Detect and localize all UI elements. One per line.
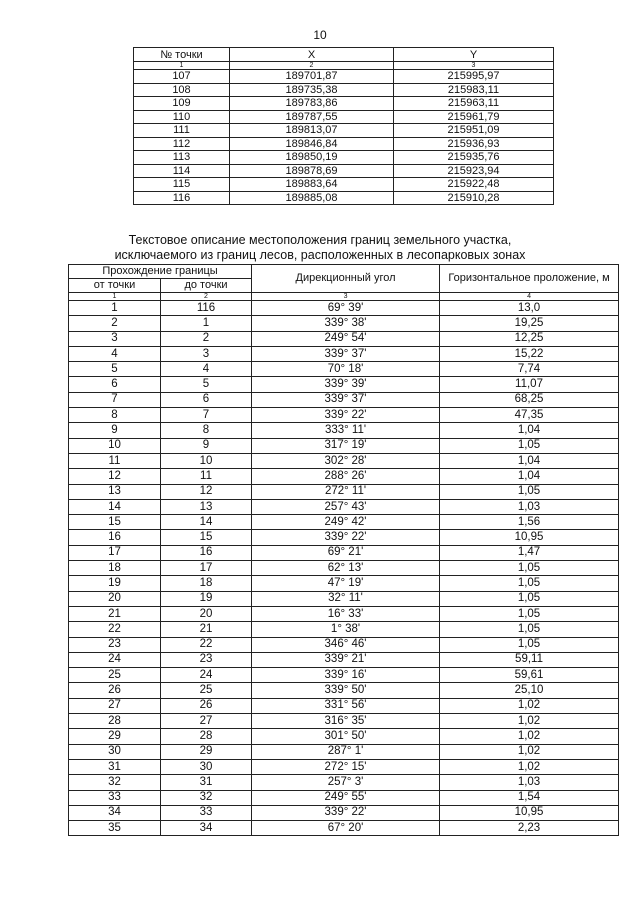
point-number-cell: 114	[134, 164, 230, 178]
boundary-description-table	[68, 264, 619, 836]
page-number: 10	[313, 28, 327, 42]
table-row	[134, 97, 554, 111]
distance-cell: 47,35	[440, 408, 619, 423]
to-point-cell: 7	[161, 408, 252, 423]
y-coordinate-cell: 215935,76	[394, 151, 554, 165]
from-point-cell: 28	[69, 714, 161, 729]
direction-angle-cell: 257° 43'	[252, 499, 440, 514]
direction-angle-cell: 47° 19'	[252, 576, 440, 591]
header-direction-angle: Дирекционный угол	[252, 265, 440, 293]
distance-cell: 1,04	[440, 453, 619, 468]
header-to-point: до точки	[161, 279, 252, 293]
table-row	[134, 110, 554, 124]
distance-cell: 19,25	[440, 316, 619, 331]
from-point-cell: 11	[69, 453, 161, 468]
x-coordinate-cell: 189878,69	[230, 164, 394, 178]
from-point-cell: 6	[69, 377, 161, 392]
coordinates-column-numbers-row	[134, 62, 554, 70]
to-point-cell: 24	[161, 668, 252, 683]
point-number-cell: 112	[134, 137, 230, 151]
distance-cell: 1,05	[440, 484, 619, 499]
distance-cell: 1,47	[440, 545, 619, 560]
from-point-cell: 3	[69, 331, 161, 346]
direction-angle-cell: 333° 11'	[252, 423, 440, 438]
from-point-cell: 35	[69, 821, 161, 836]
direction-angle-cell: 339° 22'	[252, 530, 440, 545]
direction-angle-cell: 70° 18'	[252, 362, 440, 377]
from-point-cell: 10	[69, 438, 161, 453]
from-point-cell: 31	[69, 759, 161, 774]
direction-angle-cell: 301° 50'	[252, 729, 440, 744]
y-coordinate-cell: 215910,28	[394, 191, 554, 205]
table-row	[134, 137, 554, 151]
direction-angle-cell: 339° 50'	[252, 683, 440, 698]
to-point-cell: 23	[161, 652, 252, 667]
y-coordinate-cell: 215995,97	[394, 70, 554, 84]
direction-angle-cell: 346° 46'	[252, 637, 440, 652]
header-horizontal-distance: Горизонтальное проложение, м	[440, 265, 619, 293]
point-number-cell: 108	[134, 83, 230, 97]
distance-cell: 1,05	[440, 606, 619, 621]
from-point-cell: 34	[69, 805, 161, 820]
from-point-cell: 17	[69, 545, 161, 560]
from-point-cell: 15	[69, 515, 161, 530]
distance-cell: 1,05	[440, 637, 619, 652]
point-number-cell: 115	[134, 178, 230, 192]
x-coordinate-cell: 189883,64	[230, 178, 394, 192]
from-point-cell: 8	[69, 408, 161, 423]
to-point-cell: 9	[161, 438, 252, 453]
direction-angle-cell: 249° 54'	[252, 331, 440, 346]
distance-cell: 1,02	[440, 698, 619, 713]
to-point-cell: 14	[161, 515, 252, 530]
from-point-cell: 21	[69, 606, 161, 621]
header-boundary-passage: Прохождение границы	[69, 265, 252, 279]
boundary-table-body	[69, 265, 619, 836]
table-row	[69, 346, 619, 361]
direction-angle-cell: 16° 33'	[252, 606, 440, 621]
direction-angle-cell: 339° 39'	[252, 377, 440, 392]
direction-angle-cell: 339° 22'	[252, 805, 440, 820]
header-from-point: от точки	[69, 279, 161, 293]
to-point-cell: 21	[161, 622, 252, 637]
table-row	[69, 744, 619, 759]
table-row	[134, 178, 554, 192]
to-point-cell: 13	[161, 499, 252, 514]
x-coordinate-cell: 189813,07	[230, 124, 394, 138]
column-number: 2	[230, 62, 394, 70]
to-point-cell: 12	[161, 484, 252, 499]
distance-cell: 68,25	[440, 392, 619, 407]
from-point-cell: 12	[69, 469, 161, 484]
to-point-cell: 25	[161, 683, 252, 698]
from-point-cell: 24	[69, 652, 161, 667]
y-coordinate-cell: 215922,48	[394, 178, 554, 192]
distance-cell: 7,74	[440, 362, 619, 377]
direction-angle-cell: 287° 1'	[252, 744, 440, 759]
table-row	[134, 83, 554, 97]
point-number-cell: 111	[134, 124, 230, 138]
table-row	[69, 408, 619, 423]
direction-angle-cell: 32° 11'	[252, 591, 440, 606]
header-point-number: № точки	[134, 48, 230, 62]
from-point-cell: 20	[69, 591, 161, 606]
column-number: 3	[394, 62, 554, 70]
to-point-cell: 22	[161, 637, 252, 652]
to-point-cell: 11	[161, 469, 252, 484]
to-point-cell: 6	[161, 392, 252, 407]
table-row	[69, 484, 619, 499]
y-coordinate-cell: 215936,93	[394, 137, 554, 151]
coordinates-header-row	[134, 48, 554, 62]
to-point-cell: 3	[161, 346, 252, 361]
from-point-cell: 16	[69, 530, 161, 545]
header-y: Y	[394, 48, 554, 62]
distance-cell: 1,05	[440, 438, 619, 453]
to-point-cell: 15	[161, 530, 252, 545]
x-coordinate-cell: 189735,38	[230, 83, 394, 97]
table-row	[69, 545, 619, 560]
distance-cell: 1,02	[440, 714, 619, 729]
direction-angle-cell: 339° 16'	[252, 668, 440, 683]
from-point-cell: 22	[69, 622, 161, 637]
direction-angle-cell: 67° 20'	[252, 821, 440, 836]
to-point-cell: 1	[161, 316, 252, 331]
column-number: 2	[161, 293, 252, 301]
y-coordinate-cell: 215923,94	[394, 164, 554, 178]
direction-angle-cell: 272° 11'	[252, 484, 440, 499]
x-coordinate-cell: 189850,19	[230, 151, 394, 165]
column-number: 4	[440, 293, 619, 301]
to-point-cell: 30	[161, 759, 252, 774]
table-row	[69, 606, 619, 621]
from-point-cell: 2	[69, 316, 161, 331]
from-point-cell: 9	[69, 423, 161, 438]
table-row	[69, 729, 619, 744]
y-coordinate-cell: 215963,11	[394, 97, 554, 111]
from-point-cell: 25	[69, 668, 161, 683]
boundary-header-row	[69, 265, 619, 279]
to-point-cell: 18	[161, 576, 252, 591]
y-coordinate-cell: 215951,09	[394, 124, 554, 138]
table-row	[69, 637, 619, 652]
x-coordinate-cell: 189885,08	[230, 191, 394, 205]
direction-angle-cell: 249° 42'	[252, 515, 440, 530]
x-coordinate-cell: 189701,87	[230, 70, 394, 84]
to-point-cell: 8	[161, 423, 252, 438]
table-row	[69, 805, 619, 820]
distance-cell: 1,04	[440, 469, 619, 484]
x-coordinate-cell: 189846,84	[230, 137, 394, 151]
table-row	[69, 775, 619, 790]
distance-cell: 1,05	[440, 622, 619, 637]
to-point-cell: 32	[161, 790, 252, 805]
x-coordinate-cell: 189787,55	[230, 110, 394, 124]
distance-cell: 1,05	[440, 591, 619, 606]
to-point-cell: 33	[161, 805, 252, 820]
to-point-cell: 34	[161, 821, 252, 836]
table-row	[69, 790, 619, 805]
from-point-cell: 23	[69, 637, 161, 652]
direction-angle-cell: 288° 26'	[252, 469, 440, 484]
table-row	[69, 821, 619, 836]
table-row	[134, 191, 554, 205]
distance-cell: 1,03	[440, 499, 619, 514]
to-point-cell: 28	[161, 729, 252, 744]
column-number: 3	[252, 293, 440, 301]
to-point-cell: 20	[161, 606, 252, 621]
distance-cell: 1,03	[440, 775, 619, 790]
coordinates-table	[133, 47, 554, 205]
table-row	[69, 652, 619, 667]
column-number: 1	[134, 62, 230, 70]
direction-angle-cell: 302° 28'	[252, 453, 440, 468]
table-row	[69, 530, 619, 545]
to-point-cell: 19	[161, 591, 252, 606]
column-number: 1	[69, 293, 161, 301]
point-number-cell: 113	[134, 151, 230, 165]
to-point-cell: 26	[161, 698, 252, 713]
direction-angle-cell: 316° 35'	[252, 714, 440, 729]
distance-cell: 10,95	[440, 805, 619, 820]
table-row	[69, 331, 619, 346]
y-coordinate-cell: 215961,79	[394, 110, 554, 124]
distance-cell: 1,02	[440, 729, 619, 744]
direction-angle-cell: 339° 37'	[252, 392, 440, 407]
section-title-line-2: исключаемого из границ лесов, расположенных в лесопарковых зонах	[114, 248, 526, 262]
distance-cell: 13,0	[440, 301, 619, 316]
from-point-cell: 19	[69, 576, 161, 591]
point-number-cell: 110	[134, 110, 230, 124]
from-point-cell: 29	[69, 729, 161, 744]
to-point-cell: 4	[161, 362, 252, 377]
direction-angle-cell: 272° 15'	[252, 759, 440, 774]
from-point-cell: 4	[69, 346, 161, 361]
distance-cell: 59,61	[440, 668, 619, 683]
direction-angle-cell: 331° 56'	[252, 698, 440, 713]
x-coordinate-cell: 189783,86	[230, 97, 394, 111]
from-point-cell: 27	[69, 698, 161, 713]
direction-angle-cell: 62° 13'	[252, 561, 440, 576]
section-title-line-1: Текстовое описание местоположения границ земельного участка,	[128, 233, 512, 247]
table-row	[69, 392, 619, 407]
table-row	[134, 164, 554, 178]
table-row	[69, 561, 619, 576]
table-row	[134, 151, 554, 165]
distance-cell: 1,04	[440, 423, 619, 438]
table-row	[69, 362, 619, 377]
to-point-cell: 116	[161, 301, 252, 316]
direction-angle-cell: 69° 21'	[252, 545, 440, 560]
distance-cell: 1,05	[440, 561, 619, 576]
table-row	[69, 714, 619, 729]
point-number-cell: 116	[134, 191, 230, 205]
distance-cell: 12,25	[440, 331, 619, 346]
direction-angle-cell: 317° 19'	[252, 438, 440, 453]
from-point-cell: 1	[69, 301, 161, 316]
distance-cell: 1,02	[440, 744, 619, 759]
point-number-cell: 109	[134, 97, 230, 111]
from-point-cell: 30	[69, 744, 161, 759]
table-row	[69, 377, 619, 392]
distance-cell: 1,56	[440, 515, 619, 530]
to-point-cell: 2	[161, 331, 252, 346]
point-number-cell: 107	[134, 70, 230, 84]
table-row	[69, 576, 619, 591]
table-row	[69, 622, 619, 637]
distance-cell: 2,23	[440, 821, 619, 836]
distance-cell: 59,11	[440, 652, 619, 667]
table-row	[69, 668, 619, 683]
to-point-cell: 29	[161, 744, 252, 759]
table-row	[69, 698, 619, 713]
to-point-cell: 27	[161, 714, 252, 729]
distance-cell: 1,54	[440, 790, 619, 805]
table-row	[69, 683, 619, 698]
from-point-cell: 5	[69, 362, 161, 377]
table-row	[69, 453, 619, 468]
from-point-cell: 32	[69, 775, 161, 790]
distance-cell: 1,05	[440, 576, 619, 591]
coordinates-table-body	[134, 48, 554, 205]
to-point-cell: 5	[161, 377, 252, 392]
direction-angle-cell: 69° 39'	[252, 301, 440, 316]
distance-cell: 11,07	[440, 377, 619, 392]
table-row	[69, 515, 619, 530]
to-point-cell: 10	[161, 453, 252, 468]
from-point-cell: 33	[69, 790, 161, 805]
direction-angle-cell: 1° 38'	[252, 622, 440, 637]
direction-angle-cell: 339° 21'	[252, 652, 440, 667]
table-row	[69, 759, 619, 774]
from-point-cell: 14	[69, 499, 161, 514]
table-row	[134, 124, 554, 138]
table-row	[69, 591, 619, 606]
distance-cell: 25,10	[440, 683, 619, 698]
distance-cell: 1,02	[440, 759, 619, 774]
y-coordinate-cell: 215983,11	[394, 83, 554, 97]
direction-angle-cell: 339° 37'	[252, 346, 440, 361]
table-row	[69, 423, 619, 438]
header-x: X	[230, 48, 394, 62]
direction-angle-cell: 257° 3'	[252, 775, 440, 790]
distance-cell: 10,95	[440, 530, 619, 545]
boundary-column-numbers-row	[69, 293, 619, 301]
to-point-cell: 17	[161, 561, 252, 576]
table-row	[69, 499, 619, 514]
direction-angle-cell: 249° 55'	[252, 790, 440, 805]
from-point-cell: 7	[69, 392, 161, 407]
table-row	[69, 316, 619, 331]
from-point-cell: 26	[69, 683, 161, 698]
to-point-cell: 31	[161, 775, 252, 790]
from-point-cell: 13	[69, 484, 161, 499]
table-row	[134, 70, 554, 84]
direction-angle-cell: 339° 38'	[252, 316, 440, 331]
to-point-cell: 16	[161, 545, 252, 560]
table-row	[69, 469, 619, 484]
distance-cell: 15,22	[440, 346, 619, 361]
table-row	[69, 301, 619, 316]
from-point-cell: 18	[69, 561, 161, 576]
table-row	[69, 438, 619, 453]
direction-angle-cell: 339° 22'	[252, 408, 440, 423]
